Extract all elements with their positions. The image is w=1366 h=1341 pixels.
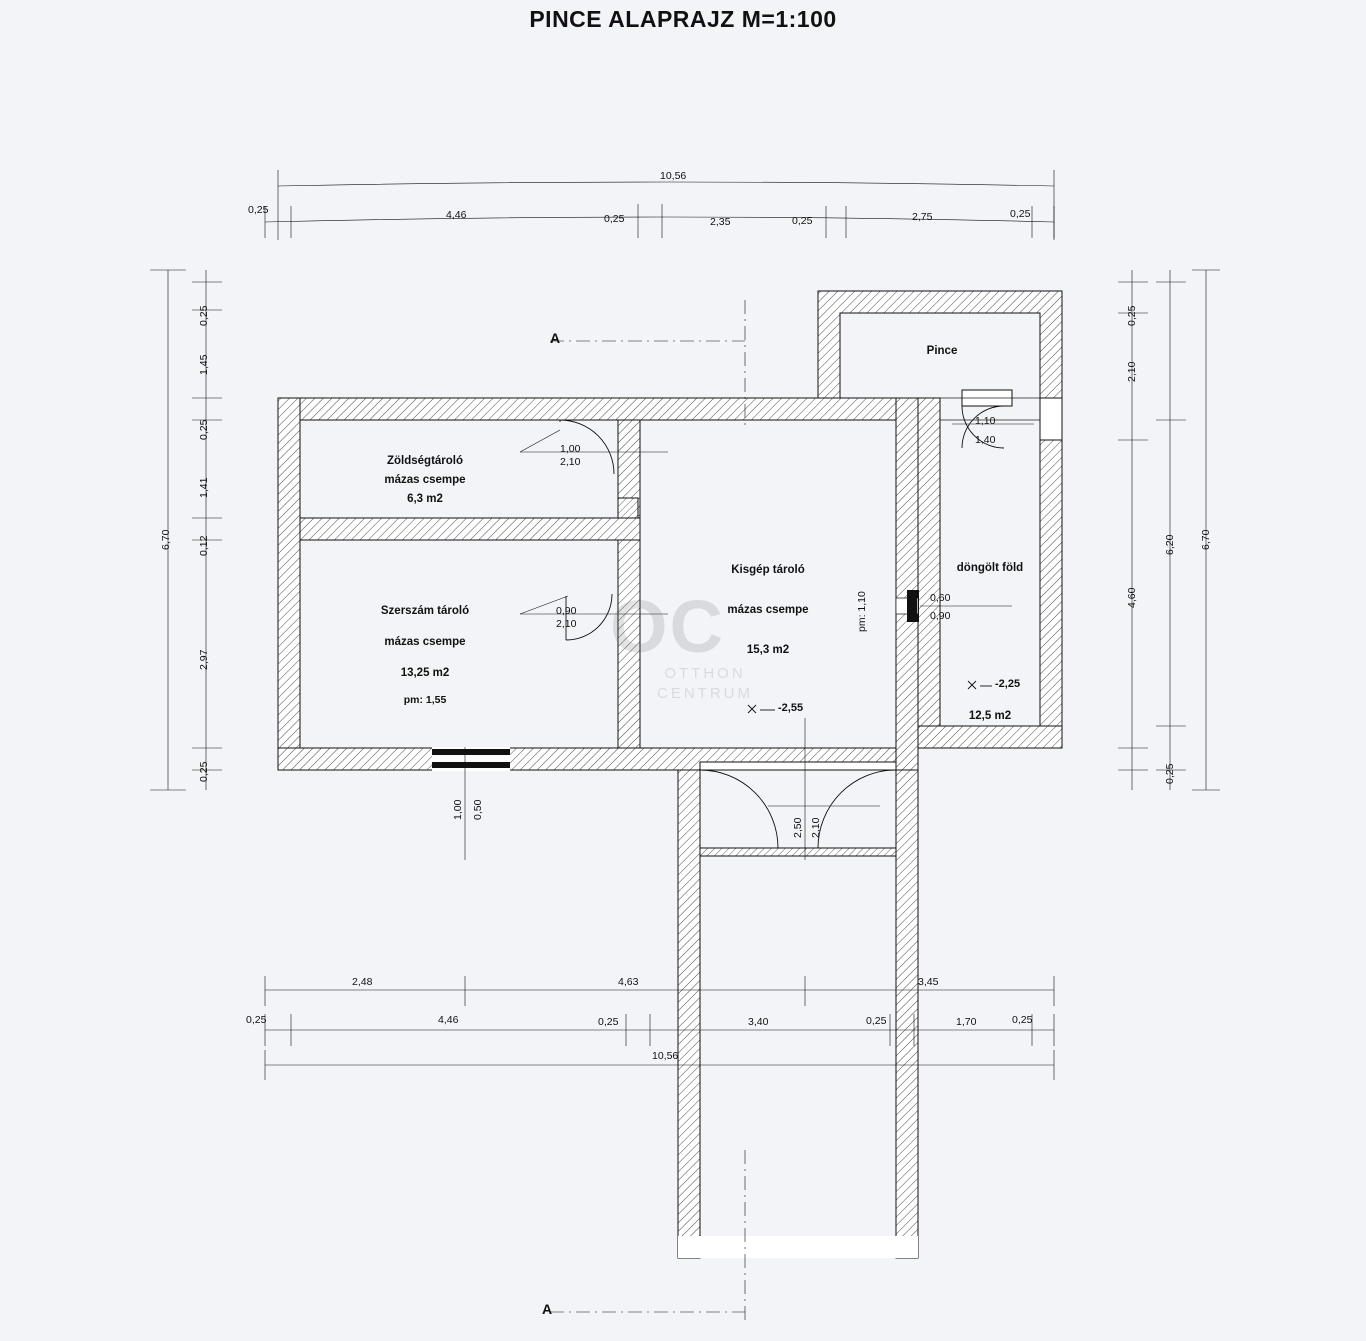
room-label-pince bbox=[862, 342, 1022, 361]
page-title: PINCE ALAPRAJZ M=1:100 bbox=[529, 6, 837, 32]
opening-tag-5-height: 0,50 bbox=[472, 799, 484, 820]
dim-right-3: 6,20 bbox=[1164, 534, 1176, 555]
dim-bottom-inner-5: 0,25 bbox=[866, 1015, 887, 1027]
dim-left-5: 0,12 bbox=[198, 535, 210, 556]
room-name: Pince bbox=[926, 345, 958, 357]
dim-left-6: 2,97 bbox=[198, 649, 210, 670]
dim-top-5: 0,25 bbox=[792, 215, 813, 227]
room-area: 13,25 m2 bbox=[400, 667, 450, 679]
opening-tag-6-width: 2,50 bbox=[792, 817, 804, 838]
dim-bottom-inner-4: 3,40 bbox=[748, 1016, 769, 1028]
watermark-line1: OTTHON bbox=[664, 665, 746, 682]
opening-tag-4-width: 0,60 bbox=[930, 592, 951, 604]
dim-left-4: 1,41 bbox=[198, 477, 210, 498]
room-finish: mázas csempe bbox=[727, 604, 809, 616]
dim-left-overall: 6,70 bbox=[160, 529, 172, 550]
dim-bottom-overall: 10,56 bbox=[652, 1050, 679, 1062]
dim-bottom-inner-6: 1,70 bbox=[956, 1016, 977, 1028]
section-mark-a-top: A bbox=[550, 330, 561, 346]
dim-right-1: 0,25 bbox=[1126, 305, 1138, 326]
opening-tag-3-height: 1,40 bbox=[975, 434, 996, 446]
watermark-logo: OC bbox=[610, 585, 725, 668]
room-name: Kisgép tároló bbox=[731, 564, 805, 576]
room-name: döngölt föld bbox=[956, 562, 1024, 574]
dim-top-7: 0,25 bbox=[1010, 208, 1031, 220]
section-mark-a-bottom: A bbox=[542, 1301, 553, 1317]
clear-height-note: pm: 1,10 bbox=[856, 591, 868, 632]
level-mark-2: -2,25 bbox=[995, 678, 1021, 690]
dim-right-2: 2,10 bbox=[1126, 361, 1138, 382]
room-label-zoldsegtarolo bbox=[300, 452, 550, 509]
dim-left-1: 0,25 bbox=[198, 305, 210, 326]
dim-top-4: 2,35 bbox=[710, 216, 731, 228]
dim-bottom-outer-1: 2,48 bbox=[352, 976, 373, 988]
dim-bottom-outer-3: 3,45 bbox=[918, 976, 939, 988]
room-finish: mázas csempe bbox=[384, 636, 466, 648]
opening-tag-2-height: 2,10 bbox=[556, 618, 577, 630]
dim-bottom-inner-1: 0,25 bbox=[246, 1014, 267, 1026]
room-area: 6,3 m2 bbox=[407, 493, 443, 505]
dim-bottom-outer-2: 4,63 bbox=[618, 976, 639, 988]
room-label-szerszam-tarolo bbox=[300, 596, 550, 711]
dim-top-overall: 10,56 bbox=[660, 170, 687, 182]
opening-tag-6-height: 2,10 bbox=[810, 817, 822, 838]
room-area: 12,5 m2 bbox=[968, 710, 1012, 722]
dim-top-6: 2,75 bbox=[912, 211, 933, 223]
room-label-kisgep-tarolo bbox=[660, 550, 876, 670]
dim-left-7: 0,25 bbox=[198, 761, 210, 782]
room-name: Zöldségtároló bbox=[386, 455, 464, 467]
watermark-line2: CENTRUM bbox=[657, 685, 753, 702]
level-mark-1: -2,55 bbox=[778, 702, 804, 714]
room-area: 15,3 m2 bbox=[746, 644, 790, 656]
opening-tag-3-width: 1,10 bbox=[975, 415, 996, 427]
room-finish: mázas csempe bbox=[384, 474, 466, 486]
room-name: Szerszám tároló bbox=[380, 605, 470, 617]
opening-tag-1-width: 1,00 bbox=[560, 443, 581, 455]
dim-right-5: 0,25 bbox=[1164, 763, 1176, 784]
dim-top-2: 4,46 bbox=[446, 209, 467, 221]
opening-tag-2-width: 0,90 bbox=[556, 605, 577, 617]
dim-top-3: 0,25 bbox=[604, 213, 625, 225]
dim-bottom-inner-7: 0,25 bbox=[1012, 1014, 1033, 1026]
room-note: pm: 1,55 bbox=[403, 694, 447, 706]
dim-right-overall: 6,70 bbox=[1200, 529, 1212, 550]
opening-tag-5-width: 1,00 bbox=[452, 799, 464, 820]
opening-tag-4-height: 0,90 bbox=[930, 610, 951, 622]
dim-top-1: 0,25 bbox=[248, 204, 269, 216]
room-label-dongolt-fold bbox=[930, 494, 1050, 790]
dim-bottom-inner-2: 4,46 bbox=[438, 1014, 459, 1026]
dim-bottom-inner-3: 0,25 bbox=[598, 1016, 619, 1028]
opening-tag-1-height: 2,10 bbox=[560, 456, 581, 468]
dim-left-2: 1,45 bbox=[198, 354, 210, 375]
dim-left-3: 0,25 bbox=[198, 419, 210, 440]
dim-right-4: 4,60 bbox=[1126, 587, 1138, 608]
